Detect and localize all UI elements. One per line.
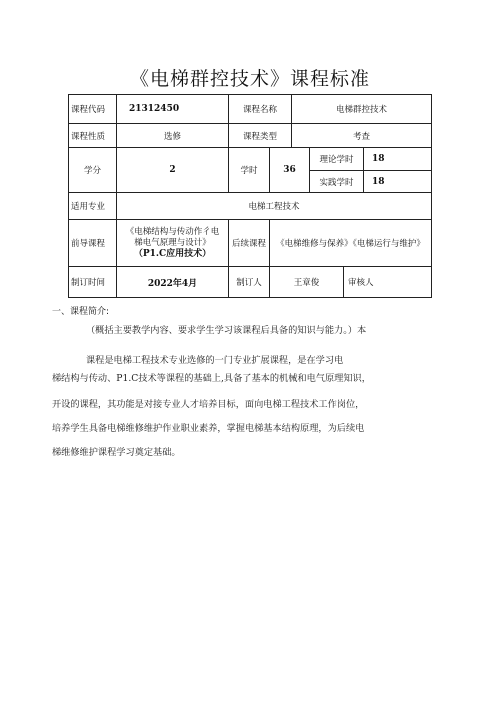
practice-hours-label: 实践学时 [310,170,364,193]
prereq-line-1: 《电梯结构与传动作彳电 [125,226,220,237]
paragraph-line-1: （概括主要教学内容、要求学生学习该课程后具备的知识与能力。）本 [86,325,367,336]
course-name-label: 课程名称 [229,95,292,124]
credit-label: 学分 [69,148,117,193]
major-label: 适用专业 [69,193,117,220]
table-row [69,220,432,267]
followup-value: 《电梯维修与保养》《电梯运行与维护》 [270,220,432,267]
course-nature-value: 选修 [117,123,229,148]
course-name-value: 电梯群控技术 [292,95,432,124]
paragraph-line-6: 梯维修维护课程学习奠定基础。 [52,447,181,458]
paragraph-line-4: 开设的课程，其功能是对接专业人才培养目标，面向电梯工程技术工作岗位， [52,399,365,410]
table-row [69,193,432,220]
course-type-label: 课程类型 [229,123,292,148]
prereq-label: 前导课程 [69,220,117,267]
credit-value: 2 [117,148,229,193]
author-value: 王章俊 [270,267,344,298]
course-code-value: 21312450 [117,95,229,124]
paragraph-line-5: 培养学生具备电梯维修维护作业职业素养，掌握电梯基本结构原理，为后续电 [52,423,365,434]
table-row [69,95,432,124]
section-heading: 一、课程简介: [52,307,110,317]
author-label: 制订人 [229,267,270,298]
table-row [69,123,432,148]
prereq-value [117,220,229,267]
table-row [69,267,432,298]
course-nature-label: 课程性质 [69,123,117,148]
prereq-line-2: 梯电气原理与设计》 [134,237,211,248]
date-value: 2022年4月 [117,267,229,298]
prereq-line-3: （P1.C应用技术） [133,248,212,259]
paragraph-line-3: 梯结构与传动、P1.C技术等课程的基础上,具备了基本的机械和电气原理知识， [52,373,371,384]
course-type-value: 考查 [292,123,432,148]
table-row [69,148,432,171]
practice-hours-value: 18 [364,170,432,193]
hours-value: 36 [270,148,310,193]
major-value: 电梯工程技术 [117,193,432,220]
theory-hours-label: 理论学时 [310,148,364,171]
theory-hours-value: 18 [364,148,432,171]
date-label: 制订时间 [69,267,117,298]
reviewer-label: 审核人 [344,267,432,298]
paragraph-line-2: 课程是电梯工程技术专业选修的一门专业扩展课程，是在学习电 [86,355,344,366]
document-title: 《电梯群控技术》课程标准 [129,68,370,90]
followup-label: 后续课程 [229,220,270,267]
course-info-table [68,94,432,298]
hours-label: 学时 [229,148,270,193]
course-code-label: 课程代码 [69,95,117,124]
